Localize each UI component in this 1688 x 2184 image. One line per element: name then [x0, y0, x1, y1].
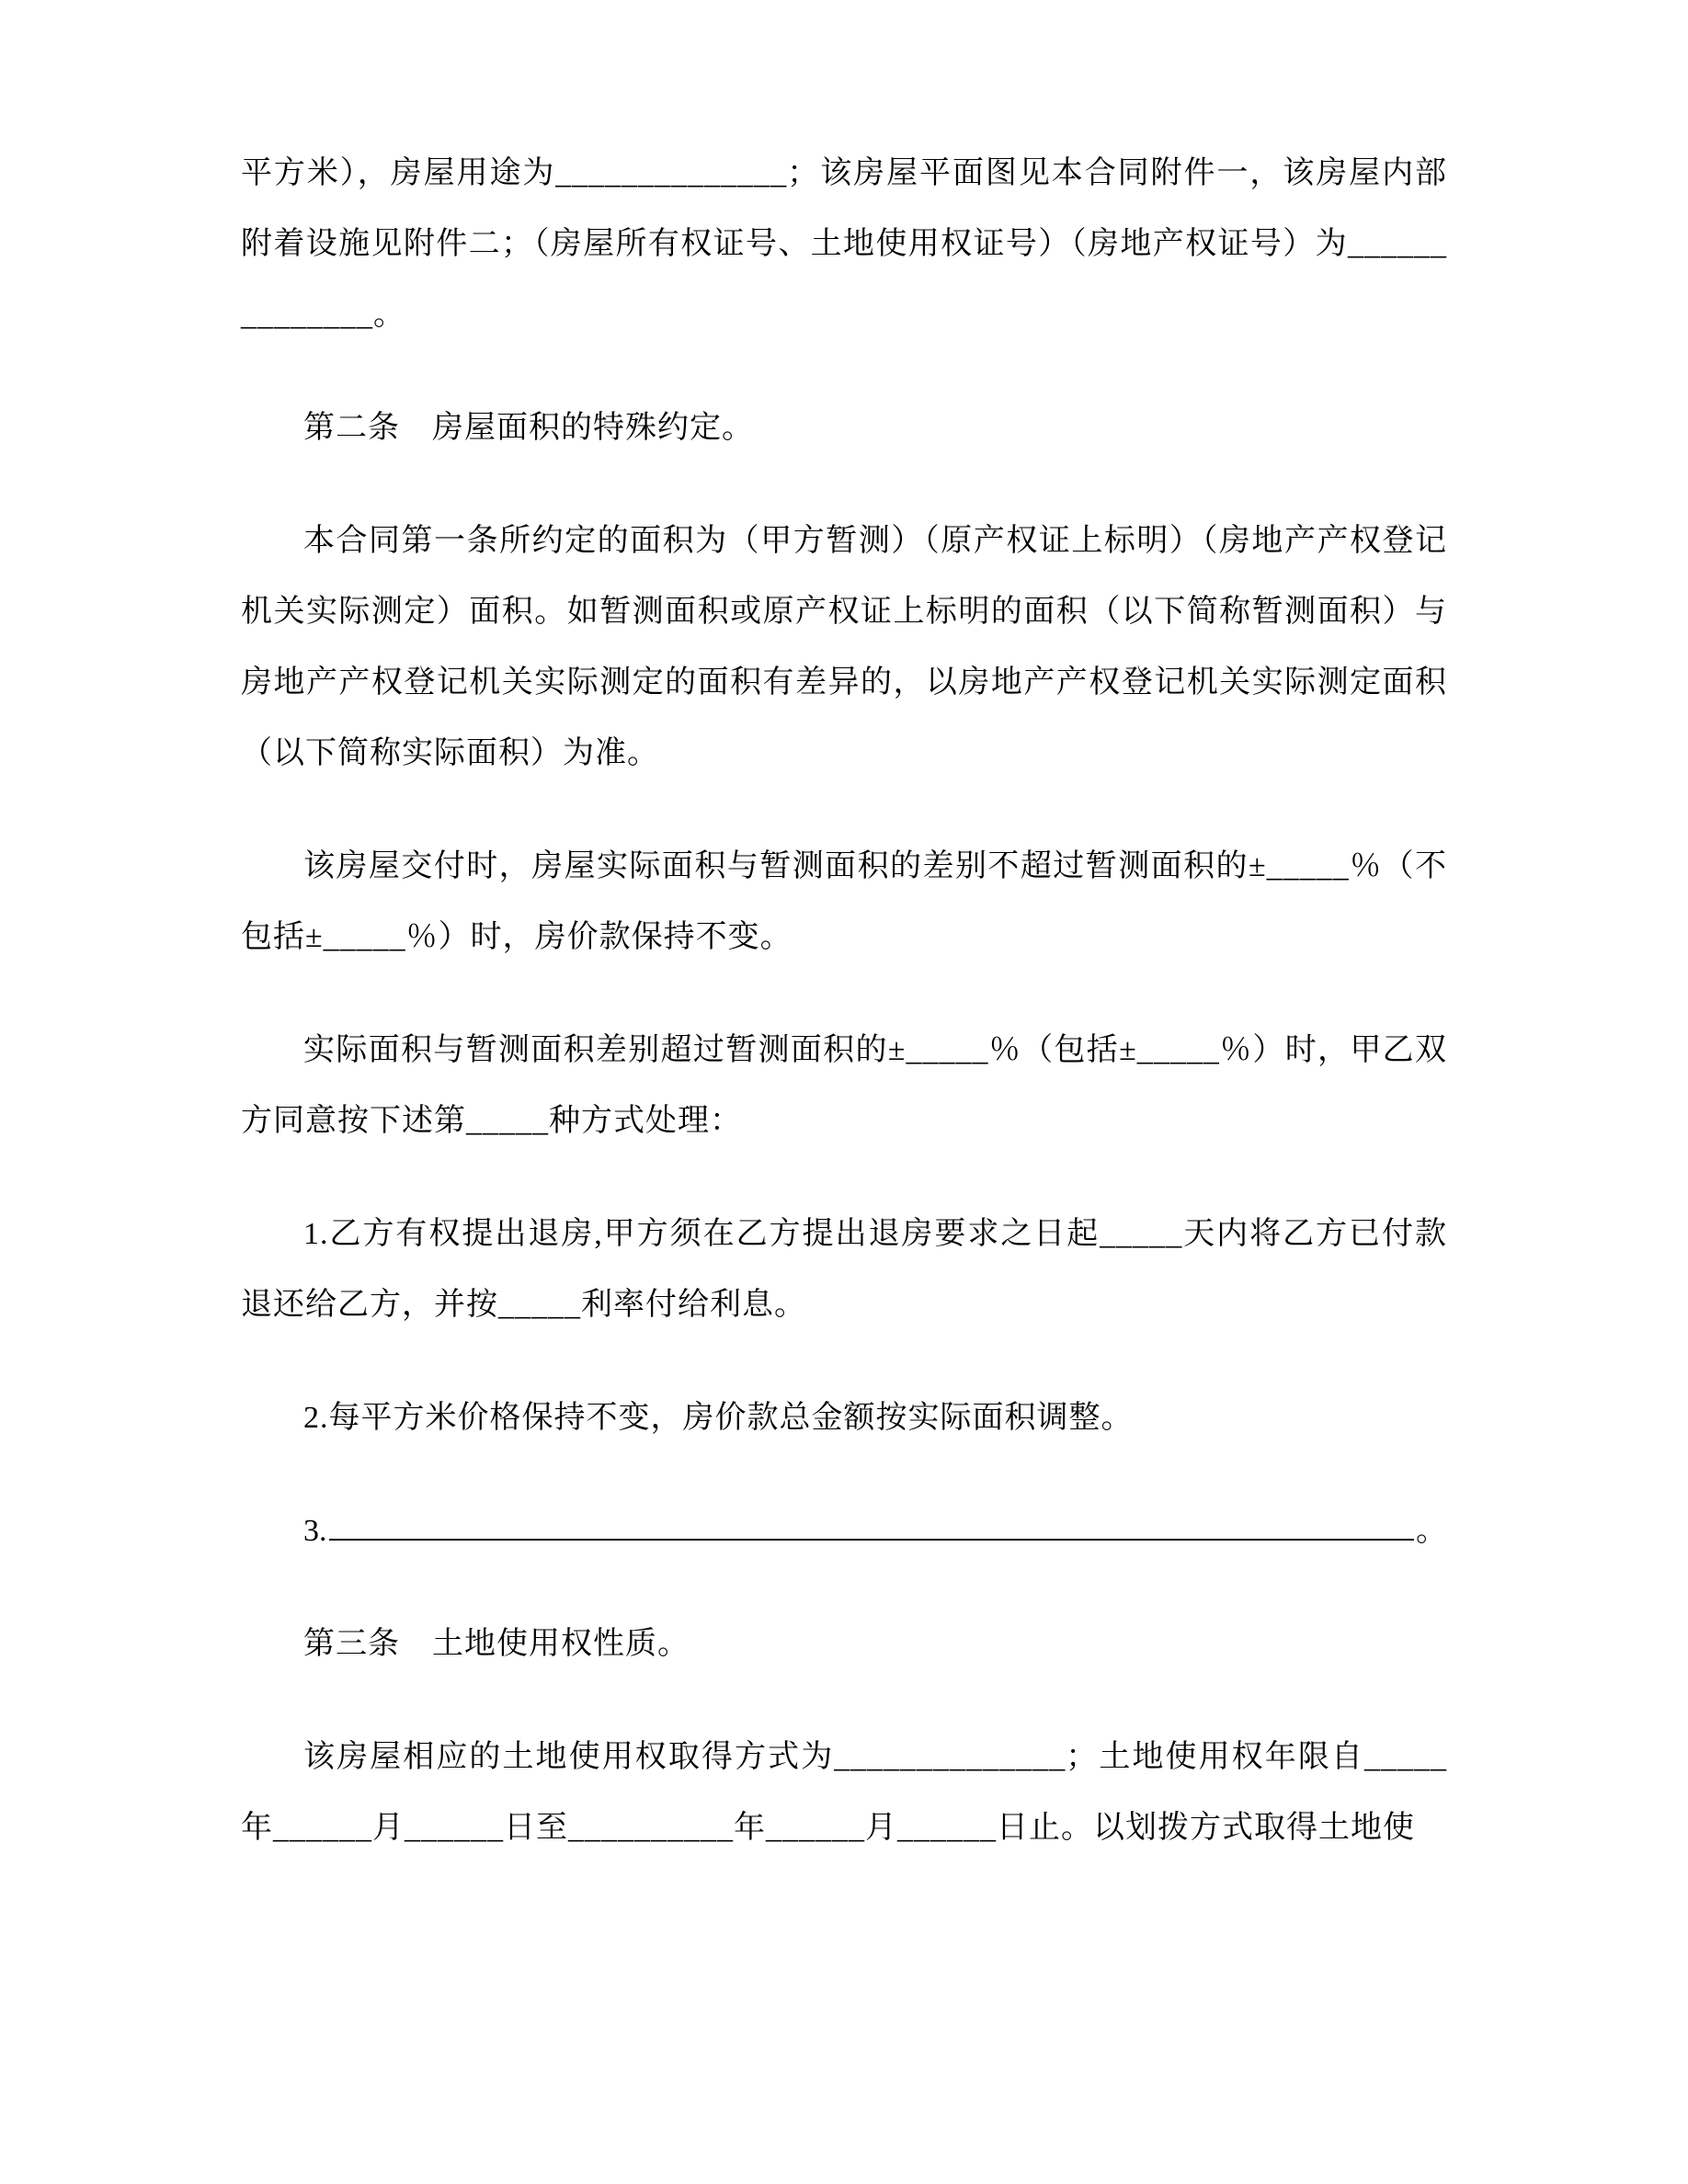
clause-3-body: 该房屋相应的土地使用权取得方式为______________；土地使用权年限自_____年______月______日至__________年______月______日止。以划拨方式取得土地使 — [241, 1740, 1447, 1845]
clause-3-heading: 第三条 土地使用权性质。 — [303, 1627, 690, 1661]
clause-2-option-3-number: 3. — [303, 1514, 327, 1548]
blank-fill-line — [329, 1539, 1415, 1541]
clause-2-body-3: 实际面积与暂测面积差别超过暂测面积的±_____％（包括±_____％）时，甲乙双方同意按下述第_____种方式处理： — [241, 1033, 1447, 1138]
paragraph-continuation: 平方米），房屋用途为______________；该房屋平面图见本合同附件一，该房屋内部附着设施见附件二；（房屋所有权证号、土地使用权证号）（房地产权证号）为______________。 — [241, 156, 1447, 332]
clause-2-body-1: 本合同第一条所约定的面积为（甲方暂测）（原产权证上标明）（房地产产权登记机关实际测定）面积。如暂测面积或原产权证上标明的面积（以下简称暂测面积）与房地产产权登记机关实际测定的面积有差异的，以房地产产权登记机关实际测定面积（以下简称实际面积）为准。 — [241, 524, 1447, 770]
clause-2-option-3-period: 。 — [1416, 1514, 1447, 1548]
clause-2-body-2: 该房屋交付时，房屋实际面积与暂测面积的差别不超过暂测面积的±_____％（不包括±_____％）时，房价款保持不变。 — [241, 849, 1447, 954]
clause-2-option-2: 2.每平方米价格保持不变，房价款总金额按实际面积调整。 — [303, 1401, 1134, 1435]
clause-2-option-3 — [241, 1496, 1447, 1566]
clause-2-option-1: 1.乙方有权提出退房,甲方须在乙方提出退房要求之日起_____天内将乙方已付款退还给乙方，并按_____利率付给利息。 — [241, 1217, 1447, 1322]
clause-2-heading: 第二条 房屋面积的特殊约定。 — [303, 411, 754, 445]
